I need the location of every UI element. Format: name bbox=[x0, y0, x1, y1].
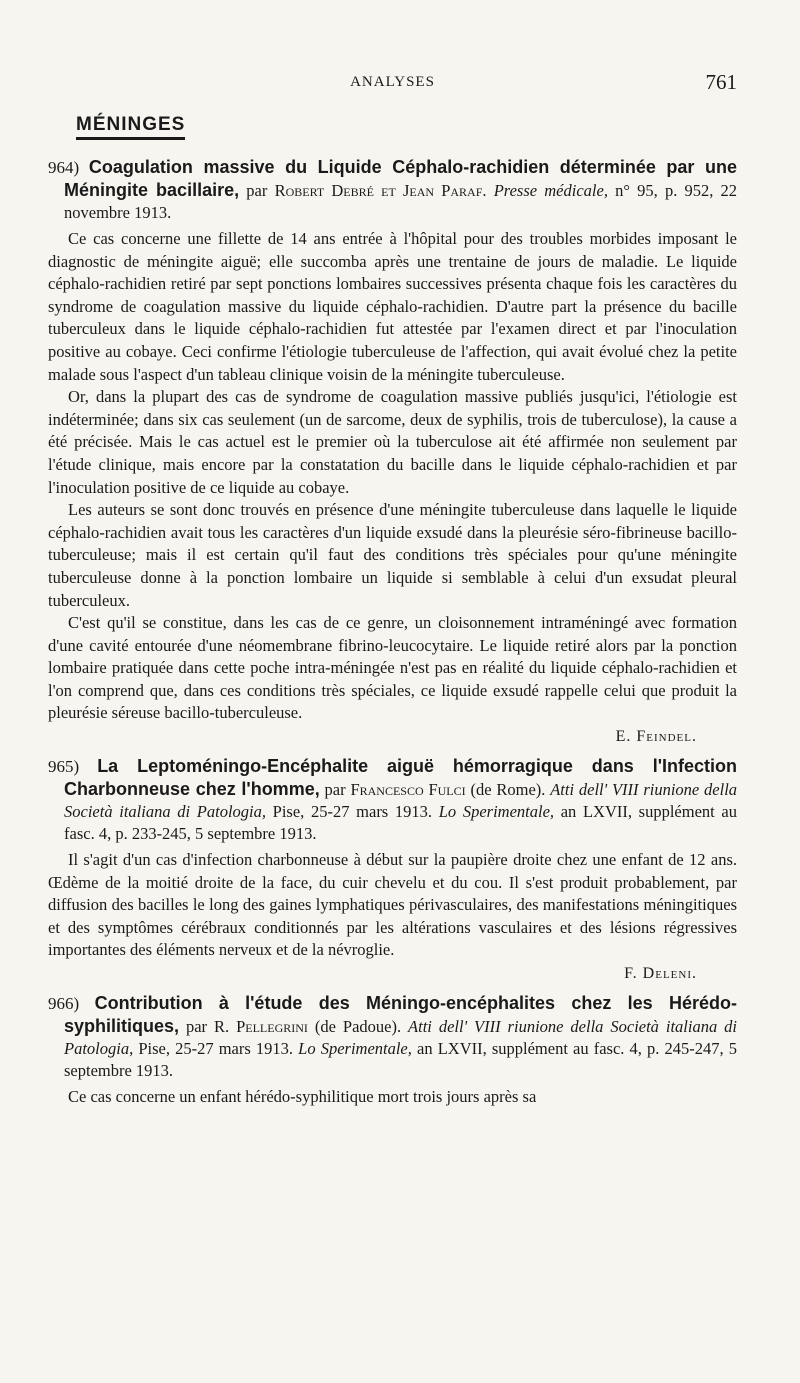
article-title: Contribution à l'étude des Méningo-encéphalites chez les Hérédo-syphilitiques, bbox=[64, 993, 737, 1037]
article-citation: Pise, 25-27 mars 1913. bbox=[272, 802, 433, 822]
article-number: 964) bbox=[48, 158, 80, 177]
article-by: par bbox=[185, 1017, 208, 1037]
article-heading bbox=[48, 156, 737, 224]
article-authors: R. Pellegrini bbox=[214, 1017, 308, 1037]
paragraph: Or, dans la plupart des cas de syndrome de coagulation massive publiés jusqu'ici, l'étiologie est indéterminée; dans six cas seulement (un de sarcome, deux de syphilis, trois de tuberculose), la cause a été précisée. Mais le cas actuel est le premier où la tuberculose ait été affirmée non seulement par l'étude clinique, mais encore par la constatation du bacille dans le liquide céphalo-rachidien et par l'inoculation positive de ce liquide au cobaye. bbox=[48, 387, 737, 497]
article-journal: Presse médicale, bbox=[493, 181, 608, 200]
article-authors: Robert Debré et Jean Paraf. bbox=[274, 181, 487, 200]
signature: F. Deleni. bbox=[624, 965, 697, 983]
running-title: ANALYSES bbox=[350, 74, 435, 90]
article-origin: (de Padoue). bbox=[314, 1017, 402, 1037]
article-number: 966) bbox=[48, 994, 80, 1014]
article-title: La Leptoméningo-Encéphalite aiguë hémorragique dans l'Infection Charbonneuse chez l'homme, bbox=[64, 756, 737, 800]
article-heading bbox=[48, 992, 737, 1082]
running-head bbox=[48, 70, 737, 98]
article-journal-secondary: Lo Sperimentale, bbox=[438, 802, 555, 822]
article-by: par bbox=[246, 181, 268, 200]
page bbox=[48, 70, 737, 1109]
article-journal: Atti dell' VIII riunione della Società italiana di Patologia, bbox=[64, 780, 738, 822]
article-citation: Pise, 25-27 mars 1913. bbox=[138, 1039, 294, 1059]
article-citation-secondary: an LXVII, supplément au fasc. 4, p. 245-247, 5 septembre 1913. bbox=[64, 1039, 738, 1081]
section-title: MÉNINGES bbox=[76, 114, 185, 140]
article-966 bbox=[48, 992, 737, 1109]
article-title: Coagulation massive du Liquide Céphalo-rachidien déterminée par une Méningite bacillaire, bbox=[64, 157, 737, 200]
article-journal-secondary: Lo Sperimentale, bbox=[298, 1039, 412, 1059]
signature: E. Feindel. bbox=[615, 728, 697, 746]
article-journal: Atti dell' VIII riunione della Società italiana di Patologia, bbox=[64, 1017, 738, 1059]
article-number: 965) bbox=[48, 757, 80, 777]
paragraph: C'est qu'il se constitue, dans les cas de ce genre, un cloisonnement intraméningé avec formation d'une cavité entourée d'une néomembrane fibrino-leucocytaire. Le liquide retiré alors par la ponction lombaire pratiquée dans cette poche intra-méningée n'est pas en réalité du liquide céphalo-rachidien et l'on comprend que, dans ces conditions très spéciales, ce liquide exsudé rappelle celui que produit la pleurésie séreuse bacillo-tuberculeuse. bbox=[48, 613, 737, 723]
article-citation-secondary: an LXVII, supplément au fasc. 4, p. 233-245, 5 septembre 1913. bbox=[64, 802, 738, 844]
paragraph: Les auteurs se sont donc trouvés en présence d'une méningite tuberculeuse dans laquelle le liquide céphalo-rachidien avait tous les caractères d'un liquide exsudé dans la pleurésie séro-fibrineuse bacillo-tuberculeuse; mais il est certain qu'il faut des conditions très spéciales pour qu'une méningite tuberculeuse donne à la ponction lombaire un liquide si semblable à celui d'un exsudat pleural tuberculeux. bbox=[48, 500, 737, 610]
article-origin: (de Rome). bbox=[470, 780, 546, 800]
article-heading bbox=[48, 755, 737, 845]
page-number: 761 bbox=[705, 70, 737, 94]
article-964 bbox=[48, 156, 737, 749]
paragraph: Il s'agit d'un cas d'infection charbonneuse à début sur la paupière droite chez une enfant de 12 ans. Œdème de la moitié droite de la face, du cuir chevelu et du cou. Il s'est produit probablement, par diffusion des bacilles le long des gaines lymphatiques périvasculaires, des manifestations méningitiques et des symptômes cérébraux conditionnés par les altérations vasculaires et des lésions régressives importantes des éléments nerveux et de la névroglie. bbox=[48, 850, 737, 960]
article-by: par bbox=[324, 780, 346, 800]
article-authors: Francesco Fulci bbox=[350, 780, 466, 800]
paragraph: Ce cas concerne une fillette de 14 ans entrée à l'hôpital pour des troubles morbides imposant le diagnostic de méningite aiguë; elle succomba après une trentaine de jours de maladie. Le liquide céphalo-rachidien retiré par sept ponctions lombaires successives présenta chaque fois les caractères du syndrome de coagulation massive du liquide céphalo-rachidien. D'autre part la présence du bacille tuberculeux dans le liquide céphalo-rachidien fut attestée par l'examen direct et par l'inoculation positive au cobaye. Ceci confirme l'étiologie tuberculeuse de l'affection, qui avait évolué chez la petite malade sous l'aspect d'un tableau clinique voisin de la méningite tuberculeuse. bbox=[48, 229, 737, 384]
article-citation: n° 95, p. 952, 22 novembre 1913. bbox=[64, 181, 738, 222]
paragraph: Ce cas concerne un enfant hérédo-syphilitique mort trois jours après sa bbox=[68, 1087, 537, 1107]
article-965 bbox=[48, 755, 737, 986]
